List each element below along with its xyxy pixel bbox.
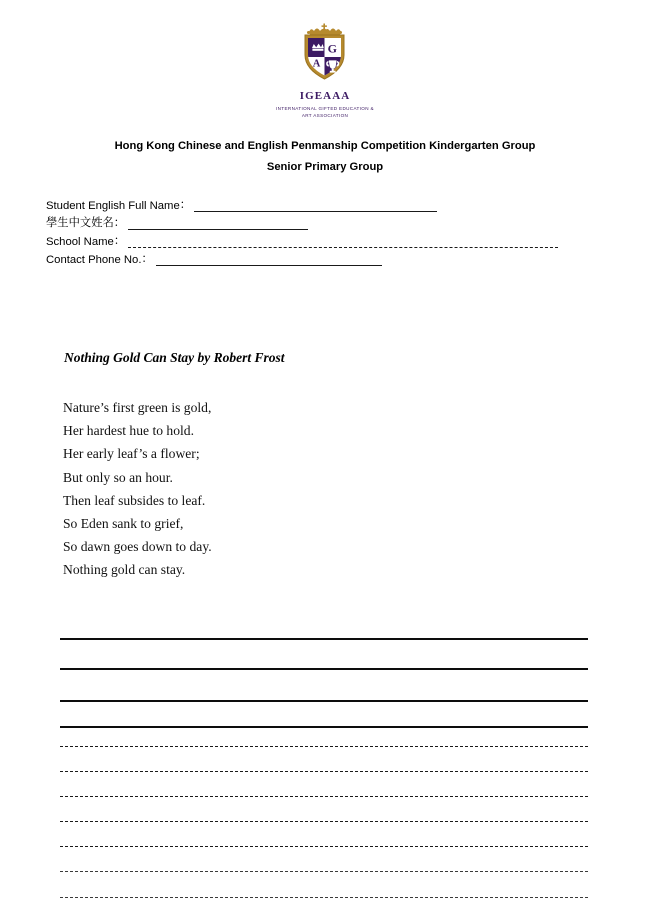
page-title-line-1: Hong Kong Chinese and English Penmanship Competition Kindergarten Group [114, 140, 536, 152]
writing-line[interactable] [60, 897, 588, 898]
writing-line[interactable] [60, 871, 588, 872]
contact-phone-input[interactable] [156, 253, 382, 266]
student-info-form [46, 194, 606, 266]
poem-line: Then leaf subsides to leaf. [63, 492, 206, 508]
svg-text:G: G [327, 41, 337, 56]
poem-title: Nothing Gold Can Stay by Robert Frost [64, 350, 285, 365]
contact-phone-label: Contact Phone No. [46, 254, 142, 266]
handwriting-lines-area[interactable] [60, 638, 588, 898]
poem-line: So dawn goes down to day. [63, 539, 212, 555]
poem-line: Nature’s first green is gold, [63, 400, 212, 415]
poem-line: Nothing gold can stay. [63, 562, 186, 578]
writing-line[interactable] [60, 700, 588, 702]
svg-text:A: A [312, 58, 321, 70]
school-name-label: School Name [46, 236, 114, 248]
writing-line[interactable] [60, 846, 588, 847]
school-name-input[interactable] [128, 235, 558, 248]
student-english-name-colon: ： [179, 199, 192, 211]
poem-line: Her hardest hue to hold. [63, 423, 194, 439]
student-english-name-label: Student English Full Name [46, 200, 180, 212]
page-title-line-2: Senior Primary Group [266, 161, 384, 173]
student-english-name-input[interactable] [194, 199, 437, 212]
writing-line[interactable] [60, 771, 588, 772]
logo-subtitle-line-1: INTERNATIONAL GIFTED EDUCATION & [276, 106, 374, 111]
student-chinese-name-colon: ： [113, 216, 126, 229]
school-name-colon: ： [113, 235, 126, 247]
logo-wordmark: IGEAAA [299, 90, 351, 102]
field-row-school-name [46, 230, 606, 248]
organization-logo [0, 22, 650, 119]
contact-phone-colon: ： [141, 253, 153, 265]
student-chinese-name-input[interactable] [128, 217, 308, 230]
writing-line[interactable] [60, 638, 588, 640]
student-chinese-name-label: 學生中文姓名 [46, 216, 114, 229]
writing-line[interactable] [60, 668, 588, 670]
poem-line: Her early leaf’s a flower; [63, 446, 200, 462]
writing-line[interactable] [60, 746, 588, 747]
field-row-contact-phone [46, 248, 606, 266]
poem-line: But only so an hour. [63, 469, 173, 485]
logo-subtitle [0, 105, 650, 119]
field-row-student-english-name [46, 194, 606, 212]
writing-line[interactable] [60, 726, 588, 728]
field-row-student-chinese-name [46, 212, 606, 230]
poem-line: So Eden sank to grief, [63, 516, 184, 532]
igeaaa-shield-crest-icon [297, 22, 353, 84]
writing-line[interactable] [60, 796, 588, 797]
writing-line[interactable] [60, 821, 588, 822]
logo-subtitle-line-2: ART ASSOCIATION [301, 113, 349, 118]
poem-body [63, 396, 212, 582]
page-title [0, 136, 650, 178]
